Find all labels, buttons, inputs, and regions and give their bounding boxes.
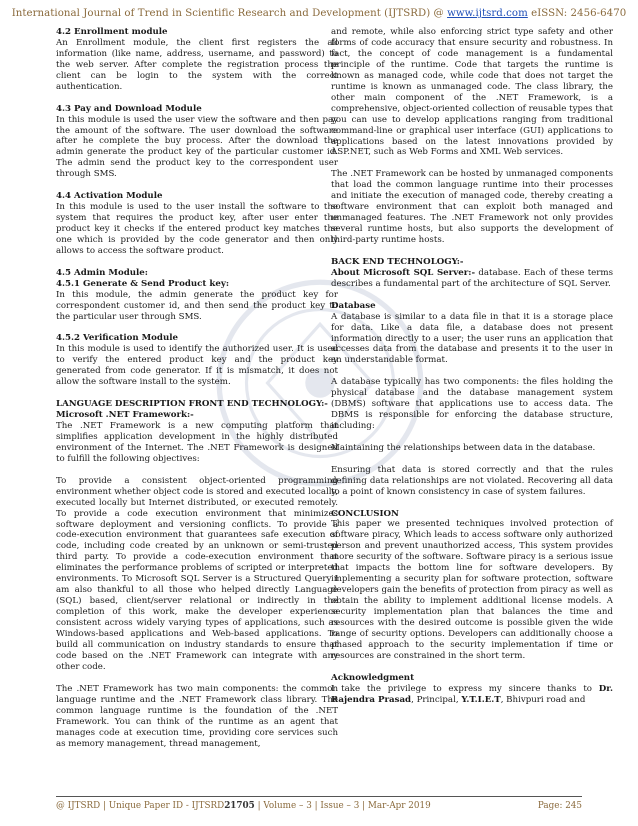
section-4-4-body: In this module is used to the user install the software to the system that requires the product key, after user enter the product key it checks if the entered product key matches the one which is provided by the code generator and then only allows to access the software product.	[56, 202, 338, 256]
conclusion-title: CONCLUSION	[331, 508, 399, 519]
footer-prefix: @ IJTSRD | Unique Paper ID - IJTSRD	[56, 801, 225, 811]
section-4-5-1-title: 4.5.1 Generate & Send Product key:	[56, 278, 230, 289]
journal-eissn: eISSN: 2456-6470	[527, 8, 627, 19]
section-4-3-body: In this module is used the user view the software and then pay the amount of the software. The user download the software after he complete the buy process. After the download the admin generate the product key of the particular customer id. The admin send the product key to the correspondent user through SMS.	[56, 114, 338, 180]
database-paragraph-3: Maintaining the relationships between data in the database.	[331, 442, 596, 453]
footer-paper-info	[56, 801, 431, 811]
acknowledgment-title: Acknowledgment	[331, 672, 415, 683]
section-4-5-1-body: In this module, the admin generate the product key for correspondent customer id, and then send the product key to the particular user through SMS.	[56, 289, 338, 322]
database-paragraph-4: Ensuring that data is stored correctly and that the rules defining data relationships are not violated. Recovering all data to a point of known consistency in case of system failures.	[331, 464, 613, 497]
acknowledgment-role: , Principal,	[411, 694, 462, 705]
runtime-paragraph: and remote, while also enforcing strict type safety and other forms of code accuracy that ensure security and robustness. In fact, the concept of code management is a fundamental principle of the runtime. Code that targets the runtime is known as managed code, while code that does not target the runtime is known as unmanaged code. The class library, the other main component of the .NET Framework, is a comprehensive, object-oriented collection of reusable types that you can use to develop applications ranging from traditional command-line or graphical user interface (GUI) applications to applications based on the latest innovations provided by ASP.NET, such as Web Forms and XML Web services.	[331, 27, 613, 158]
database-paragraph-1: A database is similar to a data file in that it is a storage place for data. Like a data file, a database does not present information directly to a user; the user runs an application that accesses data from the database and presents it to the user in an understandable format.	[331, 311, 613, 366]
footer-paper-id: 21705	[224, 801, 255, 811]
dotnet-paragraph-2: To provide a consistent object-oriented programming environment whether object code is stored and executed locally, executed locally but Internet distributed, or executed remotely. To provide a code execution environment that minimizes software deployment and versioning conflicts. To provide a code-execution environment that guarantees safe execution of code, including code created by an unknown or semi-trusted third party. To provide a code-execution environment that eliminates the performance problems of scripted or interpreted environments. To Microsoft SQL Server is a Structured Query I am also thankful to all those who helped directly Language (SQL) based, client/server relational or indirectly in the completion of this work, make the developer experience consistent across widely varying types of applications, such as Windows-based applications and Web-based applications. To build all communication on industry standards to ensure that code based on the .NET Framework can integrate with any other code.	[56, 475, 338, 672]
left-column	[56, 27, 338, 749]
section-4-5-2-body: In this module is used to identify the authorized user. It is used to verify the entered product key and the product key generated from code generator. If it is mismatch, it does not allow the software install to the system.	[56, 344, 338, 388]
database-paragraph-2: A database typically has two components: the files holding the physical database and the database management system (DBMS) software that applications use to access data. The DBMS is responsible for enforcing the database structure, including:	[331, 377, 613, 432]
sql-server-paragraph	[331, 268, 613, 290]
acknowledgment-name: Dr. Rajendra Prasad	[331, 683, 613, 705]
hosting-paragraph: The .NET Framework can be hosted by unmanaged components that load the common language runtime into their processes and initiate the execution of managed code, thereby creating a software environment that can exploit both managed and unmanaged features. The .NET Framework not only provides several runtime hosts, but also supports the development of third-party runtime hosts.	[331, 169, 613, 246]
dotnet-paragraph-3: The .NET Framework has two main components: the common language runtime and the .NET Framework class library. The common language runtime is the foundation of the .NET Framework. You can think of the runtime as an agent that manages code at execution time, providing core services such as memory management, thread management,	[56, 683, 338, 749]
acknowledgment-body	[331, 684, 613, 706]
dotnet-framework-title: Microsoft .NET Framework:-	[56, 410, 194, 421]
acknowledgment-rest: , Bhivpuri road and	[500, 694, 586, 705]
section-4-5-2-title: 4.5.2 Verification Module	[56, 333, 178, 344]
footer-page-number: Page: 245	[537, 801, 582, 811]
sql-server-label: About Microsoft SQL Server:-	[331, 267, 476, 278]
page-footer	[56, 801, 582, 811]
acknowledgment-intro: I take the privilege to express my sincere thanks to	[331, 683, 599, 694]
section-4-4-title: 4.4 Activation Module	[56, 191, 163, 202]
sql-server-body: database. Each of these terms describes a fundamental part of the architecture of SQL Server.	[331, 267, 613, 289]
section-4-3-title: 4.3 Pay and Download Module	[56, 103, 202, 114]
journal-name: International Journal of Trend in Scientific Research and Development (IJTSRD) @	[11, 8, 448, 19]
journal-website-link[interactable]: www.ijtsrd.com	[447, 8, 528, 19]
section-4-2-body: An Enrollment module, the client first registers the all information (like name, address, username, and password) to the web server. After complete the registration process the client can be login to the system with the correct authentication.	[56, 37, 338, 92]
section-4-5-title: 4.5 Admin Module:	[56, 267, 148, 278]
database-title: Database	[331, 300, 376, 311]
right-column	[331, 27, 613, 706]
conclusion-body: This paper we presented techniques involved protection of software piracy, Which leads to access software only authorized person and prevent unauthorized access, This system provides more security of the software. Software piracy is a serious issue that impacts the bottom line for software developers. By implementing a security plan for software protection, software developers gain the benefits of protection from piracy as well as obtain the ability to implement additional license models. A security implementation plan that balances the time and resources with the desired outcome is possible given the wide range of security options. Developers can additionally choose a phased approach to the security implementation if time or resources are constrained in the short term.	[331, 519, 613, 661]
language-description-title: LANGUAGE DESCRIPTION FRONT END TECHNOLOGY:-	[56, 399, 328, 410]
dotnet-paragraph-1: The .NET Framework is a new computing platform that simplifies application development in the highly distributed environment of the Internet. The .NET Framework is designed to fulfill the following objectives:	[56, 421, 338, 464]
section-4-2-title: 4.2 Enrollment module	[56, 27, 168, 37]
footer-volume: | Volume – 3 | Issue – 3 | Mar-Apr 2019	[254, 801, 431, 811]
acknowledgment-org: Y.T.I.E.T	[461, 694, 501, 705]
footer-divider	[56, 796, 582, 797]
journal-header	[0, 8, 638, 19]
back-end-title: BACK END TECHNOLOGY:-	[331, 256, 464, 267]
